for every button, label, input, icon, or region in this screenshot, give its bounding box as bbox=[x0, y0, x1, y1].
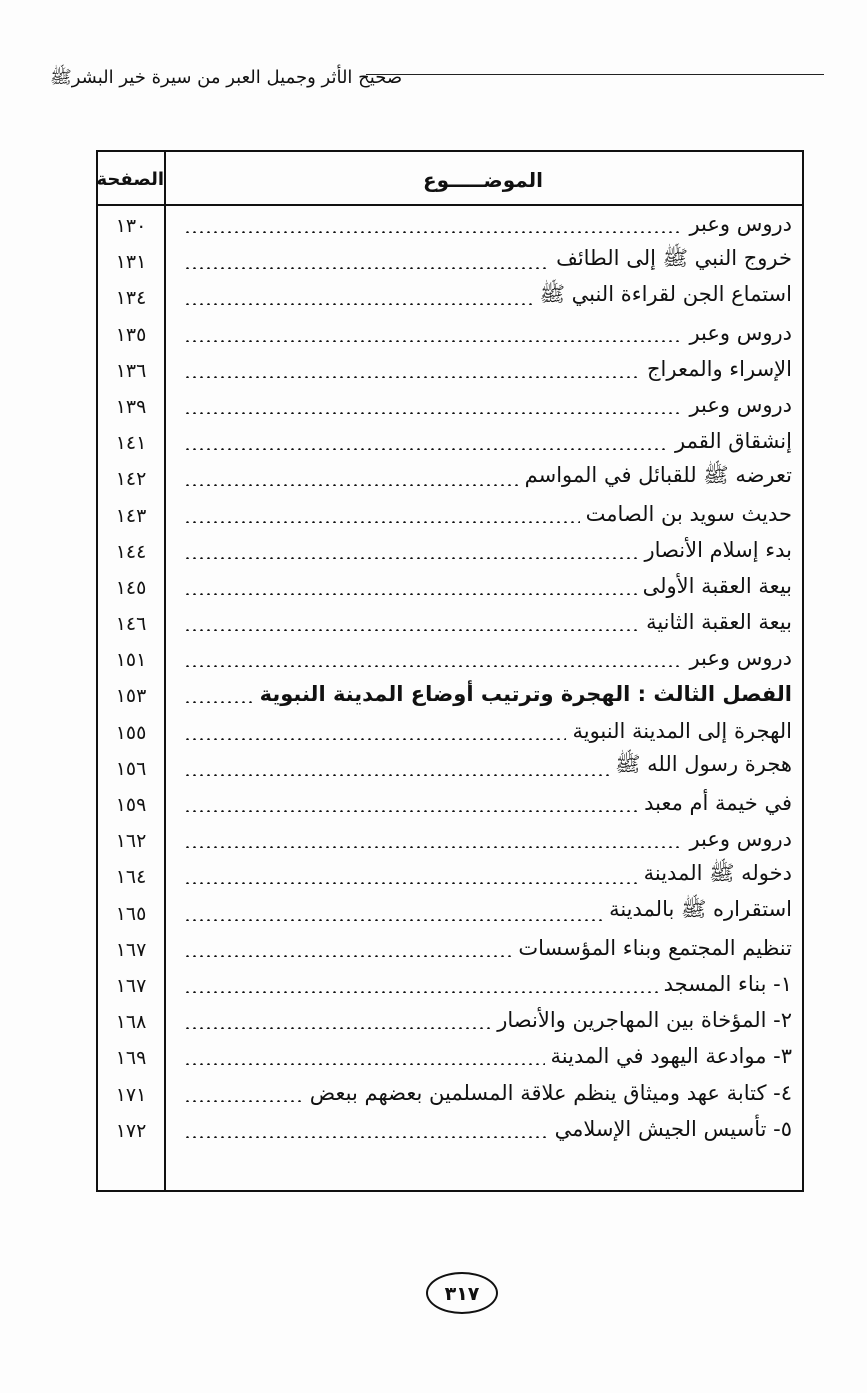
dot-leader bbox=[184, 267, 550, 269]
toc-row bbox=[98, 532, 802, 568]
toc-entry-page: ١٣٦ bbox=[115, 359, 147, 382]
toc-entry-page: ١٦٩ bbox=[115, 1047, 147, 1070]
toc-entry-title: الإسراء والمعراج bbox=[646, 356, 792, 381]
toc-entry-title: تعرضه ﷺ للقبائل في المواسم bbox=[524, 462, 792, 487]
toc-entry bbox=[178, 459, 792, 495]
toc-row bbox=[98, 423, 802, 459]
toc-row bbox=[98, 676, 802, 712]
toc-entry-title: إنشقاق القمر bbox=[675, 429, 792, 454]
toc-entry-title: دروس وعبر bbox=[689, 827, 792, 852]
toc-row bbox=[98, 749, 802, 785]
toc-entry-page: ١٤٤ bbox=[115, 540, 147, 563]
toc-entry-page: ١٦٧ bbox=[115, 974, 147, 997]
toc-entry bbox=[178, 785, 792, 821]
dot-leader bbox=[184, 1136, 549, 1138]
toc-row bbox=[98, 351, 802, 387]
toc-row bbox=[98, 1002, 802, 1038]
toc-entry-page: ١٥١ bbox=[115, 649, 147, 672]
toc-entry-title: دروس وعبر bbox=[689, 646, 792, 671]
toc-entry bbox=[178, 604, 792, 640]
toc-entry-title: دروس وعبر bbox=[689, 392, 792, 417]
toc-entry-title: دروس وعبر bbox=[689, 212, 792, 236]
toc-entry bbox=[178, 351, 792, 387]
toc-entry bbox=[178, 1075, 792, 1111]
toc-entry-page: ١٣١ bbox=[115, 251, 147, 274]
toc-row bbox=[98, 966, 802, 1002]
dot-leader bbox=[184, 629, 640, 631]
dot-leader bbox=[184, 665, 683, 667]
toc-row bbox=[98, 242, 802, 278]
dot-leader bbox=[184, 340, 683, 342]
toc-row bbox=[98, 278, 802, 314]
toc-entry-title: حديث سويد بن الصامت bbox=[585, 501, 792, 526]
dot-leader bbox=[184, 484, 519, 486]
toc-row bbox=[98, 1111, 802, 1147]
dot-leader bbox=[184, 846, 683, 848]
toc-entry bbox=[178, 568, 792, 604]
toc-entry-page: ١٣٥ bbox=[115, 323, 147, 346]
toc-entry-title: بيعة العقبة الثانية bbox=[646, 610, 792, 635]
toc-entry bbox=[178, 242, 792, 278]
toc-entry-page: ١٤٣ bbox=[115, 504, 147, 527]
toc-entry bbox=[178, 676, 792, 712]
dot-leader bbox=[184, 593, 637, 595]
table-header-row bbox=[98, 152, 802, 206]
dot-leader bbox=[184, 448, 669, 450]
toc-entry bbox=[178, 749, 792, 785]
toc-row bbox=[98, 1038, 802, 1074]
toc-entry-page: ١٧١ bbox=[115, 1083, 147, 1106]
dot-leader bbox=[184, 991, 658, 993]
dot-leader bbox=[184, 1027, 491, 1029]
toc-entry-page: ١٦٥ bbox=[115, 902, 147, 925]
toc-entry-page: ١٦٧ bbox=[115, 938, 147, 961]
page-number: ٣١٧ bbox=[426, 1272, 498, 1314]
toc-entry-page: ١٣٤ bbox=[115, 287, 147, 310]
toc-row bbox=[98, 894, 802, 930]
toc-entry bbox=[178, 966, 792, 1002]
dot-leader bbox=[184, 701, 254, 703]
toc-entry-title: ٥- تأسيس الجيش الإسلامي bbox=[554, 1116, 792, 1141]
dot-leader bbox=[184, 882, 638, 884]
toc-entry bbox=[178, 496, 792, 532]
dot-leader bbox=[184, 738, 566, 740]
toc-row bbox=[98, 604, 802, 640]
dot-leader bbox=[184, 774, 609, 776]
toc-entry-page: ١٥٩ bbox=[115, 794, 147, 816]
toc-entry-page: ١٦٤ bbox=[115, 866, 147, 889]
dot-leader bbox=[184, 231, 683, 233]
column-header-page: الصفحة bbox=[96, 169, 164, 190]
toc-entry-title: دروس وعبر bbox=[689, 320, 792, 345]
toc-entry-title: هجرة رسول الله ﷺ bbox=[615, 752, 792, 777]
toc-row bbox=[98, 1075, 802, 1111]
toc-entry-page: ١٦٨ bbox=[115, 1011, 147, 1034]
toc-entry-page: ١٥٥ bbox=[115, 721, 147, 744]
toc-entry bbox=[178, 387, 792, 423]
toc-entry-page: ١٤٢ bbox=[115, 468, 147, 491]
toc-entry-title: ٤- كتابة عهد وميثاق ينظم علاقة المسلمين بعضهم ببعض bbox=[309, 1080, 792, 1105]
toc-entry bbox=[178, 423, 792, 459]
toc-row bbox=[98, 387, 802, 423]
toc-row bbox=[98, 459, 802, 495]
toc-entry bbox=[178, 315, 792, 351]
toc-entry bbox=[178, 640, 792, 676]
dot-leader bbox=[184, 1100, 304, 1102]
toc-entry bbox=[178, 930, 792, 966]
toc-entry-title: ٢- المؤخاة بين المهاجرين والأنصار bbox=[497, 1008, 792, 1033]
toc-row bbox=[98, 568, 802, 604]
toc-row bbox=[98, 785, 802, 821]
toc-entry-page: ١٤١ bbox=[115, 432, 147, 455]
toc-entry-page: ١٧٢ bbox=[115, 1119, 147, 1142]
toc-entry bbox=[178, 1002, 792, 1038]
toc-entry-title: ٣- موادعة اليهود في المدينة bbox=[550, 1044, 792, 1069]
dot-leader bbox=[184, 919, 603, 921]
toc-entry-title: في خيمة أم معبد bbox=[644, 791, 792, 815]
header-rule bbox=[366, 74, 824, 75]
toc-entry-page: ١٤٦ bbox=[115, 613, 147, 636]
running-header-title: صحيح الأثر وجميل العبر من سيرة خير البشرﷺ bbox=[50, 67, 403, 88]
toc-row bbox=[98, 640, 802, 676]
dot-leader bbox=[184, 303, 534, 305]
toc-entry-page: ١٥٣ bbox=[115, 685, 147, 708]
toc-entry bbox=[178, 278, 792, 314]
toc-entry-title: خروج النبي ﷺ إلى الطائف bbox=[556, 245, 792, 270]
toc-entry-title: دخوله ﷺ المدينة bbox=[643, 860, 792, 885]
toc-entry bbox=[178, 857, 792, 893]
toc-entry bbox=[178, 532, 792, 568]
toc-entry-title: ١- بناء المسجد bbox=[663, 971, 792, 996]
toc-row bbox=[98, 206, 802, 242]
toc-entry-page: ١٥٦ bbox=[115, 757, 147, 780]
toc-entry-title: تنظيم المجتمع وبناء المؤسسات bbox=[518, 935, 792, 960]
toc-entry bbox=[178, 1111, 792, 1147]
toc-row bbox=[98, 713, 802, 749]
dot-leader bbox=[184, 412, 683, 414]
toc-entry bbox=[178, 206, 792, 242]
toc-entry bbox=[178, 821, 792, 857]
toc-entry-page: ١٦٢ bbox=[115, 830, 147, 853]
dot-leader bbox=[184, 521, 580, 523]
toc-entry-page: ١٣٠ bbox=[115, 215, 147, 237]
toc-rows bbox=[98, 206, 802, 1147]
toc-row bbox=[98, 821, 802, 857]
toc-row bbox=[98, 315, 802, 351]
toc-entry-page: ١٤٥ bbox=[115, 576, 147, 599]
toc-table bbox=[96, 150, 804, 1192]
dot-leader bbox=[184, 810, 638, 812]
toc-entry-title: بيعة العقبة الأولى bbox=[642, 573, 792, 598]
toc-entry bbox=[178, 713, 792, 749]
dot-leader bbox=[184, 1063, 545, 1065]
toc-row bbox=[98, 857, 802, 893]
toc-row bbox=[98, 496, 802, 532]
toc-entry-title: استماع الجن لقراءة النبي ﷺ bbox=[539, 281, 792, 306]
toc-row bbox=[98, 930, 802, 966]
toc-entry-page: ١٣٩ bbox=[115, 395, 147, 418]
toc-entry-title: بدء إسلام الأنصار bbox=[644, 537, 792, 562]
dot-leader bbox=[184, 376, 641, 378]
column-header-topic: الموضـــــوع bbox=[422, 168, 544, 192]
dot-leader bbox=[184, 955, 512, 957]
toc-entry-title: استقراره ﷺ بالمدينة bbox=[609, 897, 792, 922]
dot-leader bbox=[184, 557, 639, 559]
toc-entry-title: الهجرة إلى المدينة النبوية bbox=[572, 718, 792, 743]
toc-entry bbox=[178, 894, 792, 930]
toc-entry bbox=[178, 1038, 792, 1074]
toc-entry-title: الفصل الثالث : الهجرة وترتيب أوضاع المدينة النبوية bbox=[259, 682, 792, 707]
